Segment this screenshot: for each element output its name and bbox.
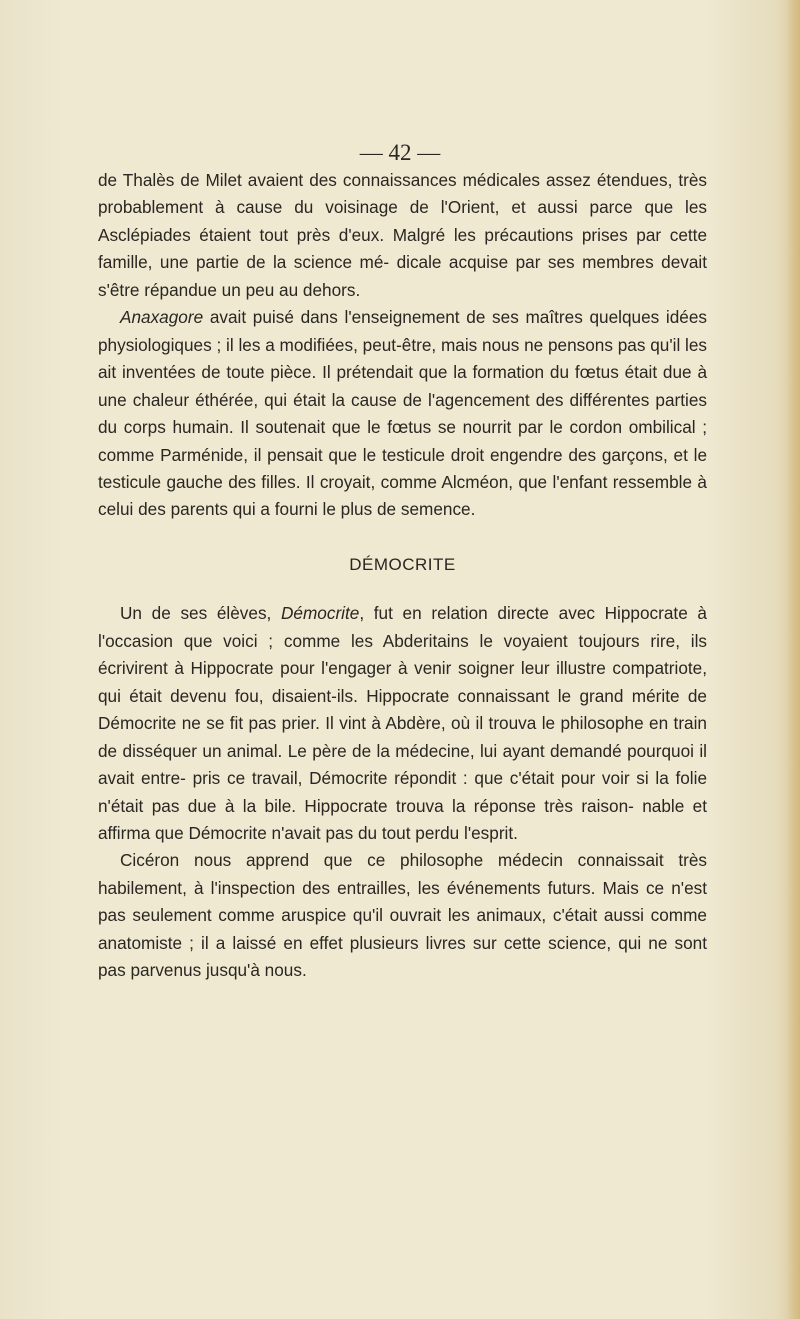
page-number: — 42 —	[359, 140, 441, 165]
paragraph-anaxagore	[98, 304, 707, 524]
paragraph-ciceron: Cicéron nous apprend que ce philosophe médecin connaissait très habilement, à l'inspection des entrailles, les événements futurs. Mais ce n'est pas seulement comme aruspice qu'il ouvrait les animaux, c'était aussi comme anatomiste ; il a laissé en effet plusieurs livres sur cette science, qui ne sont pas parvenus jusqu'à nous.	[98, 850, 707, 981]
name-democrite: Démocrite	[281, 603, 360, 624]
paragraph-democrite	[98, 600, 707, 847]
paragraph-thales: de Thalès de Milet avaient des connaissances médicales assez étendues, très probablement à cause du voisinage de l'Orient, et aussi parce que les Asclépiades étaient tout près d'eux. Malgré les précautions prises par cette famille, une partie de la science mé- dicale acquise par ses membres devait s'être répandue un peu au dehors.	[98, 170, 707, 300]
paragraph-anaxagore-text: avait puisé dans l'enseignement de ses maîtres quelques idées physiologiques ; il les a modifiées, peut-être, mais nous ne pensons pas qu'il les ait inventées de toute pièce. Il prétendait que la formation du fœtus était due à une chaleur éthérée, qui était la cause de l'agencement des différentes parties du corps humain. Il soutenait que le fœtus se nourrit par le cordon ombilical ; comme Parménide, il pensait que le testicule droit engendre des garçons, et le testicule gauche des filles. Il croyait, comme Alcméon, que l'enfant ressemble à celui des parents qui a fourni le plus de semence.	[98, 307, 708, 520]
paragraph-democrite-text: , fut en relation directe avec Hippocrate à l'occasion que voici ; comme les Abderitains le voyaient toujours rire, ils écrivirent à Hippocrate pour l'engager à venir soigner leur illustre compatriote, qui était devenu fou, disaient-ils. Hippocrate connaissant le grand mérite de Démocrite ne se fit pas prier. Il vint à Abdère, où il trouva le philosophe en train de disséquer un animal. Le père de la médecine, lui ayant demandé pourquoi il avait entre- pris ce travail, Démocrite répondit : que c'était pour voir si la folie n'était pas due à la bile. Hippocrate trouva la réponse très raison- nable et affirma que Démocrite n'avait pas du tout perdu l'esprit.	[98, 603, 707, 843]
name-anaxagore: Anaxagore	[120, 307, 204, 328]
page-body	[98, 167, 707, 985]
paragraph-democrite-start: Un de ses élèves,	[120, 603, 281, 624]
section-heading-democrite: DÉMOCRITE	[349, 554, 456, 574]
page-edge-shadow	[786, 0, 800, 1319]
